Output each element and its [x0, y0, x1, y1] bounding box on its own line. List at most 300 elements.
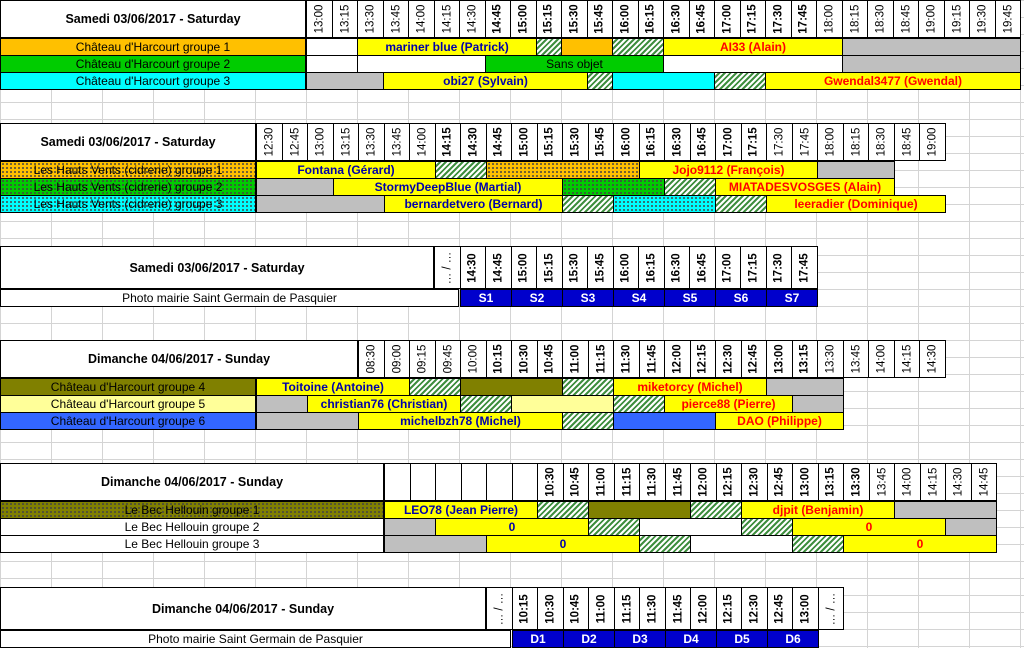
group-label[interactable]: Château d'Harcourt groupe 3	[0, 72, 306, 90]
time-header[interactable]	[614, 587, 640, 630]
group-label[interactable]: Les Hauts Vents (cidrerie) groupe 2	[0, 178, 256, 196]
slot-assignment[interactable]: Sans objet	[485, 55, 664, 73]
time-header[interactable]	[461, 463, 487, 501]
time-label: 16:15	[645, 4, 658, 34]
time-header[interactable]	[512, 463, 538, 501]
time-header[interactable]	[639, 340, 665, 378]
slot[interactable]	[715, 195, 767, 213]
time-header[interactable]	[486, 587, 513, 630]
slot[interactable]	[588, 518, 640, 536]
slot[interactable]	[306, 38, 358, 56]
time-header[interactable]	[792, 123, 818, 161]
slot[interactable]	[536, 38, 562, 56]
time-header[interactable]	[587, 246, 614, 289]
time-header[interactable]	[869, 463, 895, 501]
time-header[interactable]	[842, 0, 868, 38]
time-header[interactable]	[766, 246, 792, 289]
time-header[interactable]	[715, 123, 742, 161]
time-label: 17:30	[773, 252, 786, 283]
slot-assignment[interactable]: D1	[512, 630, 564, 648]
slot-assignment[interactable]: D4	[665, 630, 717, 648]
time-label: 13:00	[799, 467, 812, 497]
slot-assignment[interactable]: Gwendal3477 (Gwendal)	[765, 72, 1021, 90]
time-label: 17:45	[798, 252, 811, 283]
slot-assignment[interactable]: obi27 (Sylvain)	[383, 72, 588, 90]
time-header[interactable]	[945, 463, 972, 501]
time-label: 14:30	[926, 344, 939, 374]
slot-assignment[interactable]: S4	[613, 289, 665, 307]
slot[interactable]	[511, 395, 614, 413]
slot[interactable]	[613, 195, 716, 213]
slot-assignment[interactable]: S2	[511, 289, 563, 307]
slot[interactable]	[792, 535, 844, 553]
time-label: 16:30	[671, 127, 684, 157]
slot-assignment[interactable]: S5	[664, 289, 716, 307]
time-header[interactable]	[333, 123, 359, 161]
slot[interactable]	[460, 378, 563, 396]
time-header[interactable]	[332, 0, 358, 38]
time-label: 14:30	[467, 252, 480, 283]
time-header[interactable]	[792, 587, 819, 630]
time-header[interactable]	[358, 123, 385, 161]
slot[interactable]	[306, 72, 384, 90]
time-label: 13:15	[340, 127, 352, 157]
time-label: 13:30	[824, 344, 837, 374]
time-header[interactable]	[614, 463, 640, 501]
slot[interactable]	[690, 535, 793, 553]
time-header[interactable]	[511, 246, 537, 289]
time-header[interactable]	[843, 463, 870, 501]
time-header[interactable]	[638, 246, 665, 289]
time-label: 08:30	[365, 344, 378, 374]
block-title[interactable]: Samedi 03/06/2017 - Saturday	[0, 123, 256, 161]
block-title[interactable]: Samedi 03/06/2017 - Saturday	[0, 246, 434, 289]
slot[interactable]	[384, 535, 487, 553]
slot-assignment[interactable]: 0	[435, 518, 589, 536]
time-label: 17:00	[722, 127, 735, 157]
time-label: 17:15	[748, 127, 761, 157]
time-header[interactable]	[944, 0, 970, 38]
time-header[interactable]	[894, 123, 920, 161]
time-header[interactable]	[868, 340, 895, 378]
time-header[interactable]	[306, 0, 333, 38]
time-header[interactable]	[613, 340, 640, 378]
slot[interactable]	[460, 395, 512, 413]
time-header[interactable]	[741, 463, 768, 501]
time-label: 19:30	[976, 4, 989, 34]
time-label: 11:30	[646, 594, 659, 623]
time-header[interactable]	[792, 340, 818, 378]
slot-assignment[interactable]: D5	[716, 630, 768, 648]
time-label: 16:30	[671, 252, 684, 283]
slot-assignment[interactable]: miketorcy (Michel)	[613, 378, 767, 396]
time-label: 15:15	[543, 252, 556, 283]
time-header[interactable]	[485, 0, 511, 38]
time-header[interactable]	[384, 463, 411, 501]
time-label: 11:00	[569, 344, 582, 374]
time-header[interactable]	[690, 123, 716, 161]
time-label: 13:15	[799, 344, 812, 374]
slot-assignment[interactable]: 0	[792, 518, 946, 536]
time-label: 11:15	[621, 594, 633, 623]
slot-assignment[interactable]: leeradier (Dominique)	[766, 195, 946, 213]
time-header[interactable]	[563, 587, 589, 630]
slot-assignment[interactable]: 0	[843, 535, 997, 553]
time-header[interactable]	[817, 123, 844, 161]
time-header[interactable]	[766, 340, 793, 378]
slot[interactable]	[612, 72, 715, 90]
time-header[interactable]	[918, 0, 945, 38]
time-header[interactable]	[588, 123, 614, 161]
time-label: 11:45	[672, 594, 684, 623]
time-header[interactable]	[562, 246, 588, 289]
time-label: 09:15	[416, 344, 429, 374]
slot-assignment[interactable]: S7	[766, 289, 818, 307]
time-header[interactable]	[536, 0, 562, 38]
group-label[interactable]: Les Hauts Vents (cidrerie) groupe 1	[0, 161, 256, 179]
time-header[interactable]	[792, 463, 819, 501]
time-header[interactable]	[512, 587, 538, 630]
time-header[interactable]	[741, 340, 767, 378]
time-label: 16:15	[645, 252, 658, 283]
time-header[interactable]	[894, 463, 921, 501]
time-header[interactable]	[358, 340, 385, 378]
time-header[interactable]	[511, 340, 538, 378]
time-header[interactable]	[919, 340, 946, 378]
time-header[interactable]	[690, 340, 716, 378]
slot-assignment[interactable]: pierce88 (Pierre)	[664, 395, 793, 413]
time-label: 13:45	[876, 467, 888, 497]
time-label: 13:30	[364, 4, 377, 34]
time-header[interactable]	[561, 0, 588, 38]
slot[interactable]	[817, 161, 895, 179]
time-header[interactable]	[562, 123, 589, 161]
time-header[interactable]	[816, 0, 843, 38]
time-header[interactable]	[307, 123, 334, 161]
block-title[interactable]: Dimanche 04/06/2017 - Sunday	[0, 340, 358, 378]
time-header[interactable]	[409, 123, 436, 161]
time-header[interactable]	[740, 246, 767, 289]
time-header[interactable]	[843, 123, 869, 161]
slot-assignment[interactable]: djpit (Benjamin)	[741, 501, 895, 519]
time-header[interactable]	[817, 340, 844, 378]
slot[interactable]	[842, 55, 1021, 73]
time-label: 13:00	[773, 344, 786, 374]
time-label: 15:45	[595, 127, 608, 157]
slot[interactable]	[639, 535, 691, 553]
time-header[interactable]	[486, 340, 512, 378]
group-label[interactable]: Château d'Harcourt groupe 2	[0, 55, 306, 73]
time-label: 10:30	[544, 467, 557, 497]
time-header[interactable]	[536, 246, 563, 289]
time-header[interactable]	[893, 0, 919, 38]
time-label: 10:30	[518, 344, 531, 374]
time-header[interactable]	[664, 340, 691, 378]
time-header[interactable]	[510, 0, 537, 38]
time-header[interactable]	[716, 587, 742, 630]
slot[interactable]	[612, 38, 664, 56]
time-header[interactable]	[587, 0, 613, 38]
time-label: 15:00	[518, 252, 531, 283]
block-title[interactable]: Dimanche 04/06/2017 - Sunday	[0, 463, 384, 501]
slot[interactable]	[945, 518, 997, 536]
slot[interactable]	[842, 38, 1021, 56]
time-header[interactable]	[818, 587, 844, 630]
time-label: 10:15	[519, 593, 532, 624]
time-label: 15:15	[544, 127, 557, 157]
time-label: 12:30	[263, 127, 276, 157]
slot-assignment[interactable]: D3	[614, 630, 666, 648]
time-header[interactable]	[919, 123, 946, 161]
time-header[interactable]	[969, 0, 996, 38]
time-label: 17:45	[799, 127, 811, 157]
slot[interactable]	[690, 501, 742, 519]
time-header[interactable]	[357, 0, 384, 38]
time-header[interactable]	[689, 246, 716, 289]
time-header[interactable]	[894, 340, 920, 378]
slot[interactable]	[435, 161, 487, 179]
slot[interactable]	[562, 178, 665, 196]
time-label: 16:15	[646, 127, 659, 157]
slot-assignment[interactable]: 0	[486, 535, 640, 553]
slot[interactable]	[766, 378, 844, 396]
slot[interactable]	[562, 195, 614, 213]
time-header[interactable]	[663, 0, 690, 38]
time-header[interactable]	[664, 123, 691, 161]
time-header[interactable]	[537, 587, 564, 630]
time-header[interactable]	[638, 0, 664, 38]
time-header[interactable]	[971, 463, 997, 501]
group-label[interactable]: Château d'Harcourt groupe 5	[0, 395, 256, 413]
time-header[interactable]	[767, 587, 793, 630]
slot-assignment[interactable]: Fontana (Gérard)	[256, 161, 436, 179]
time-header[interactable]	[563, 463, 589, 501]
time-label: 12:15	[723, 467, 736, 497]
group-label[interactable]: Photo mairie Saint Germain de Pasquier	[0, 630, 511, 648]
time-label: 09:00	[391, 344, 403, 374]
slot[interactable]	[561, 38, 613, 56]
time-header[interactable]	[383, 0, 409, 38]
time-header[interactable]	[282, 123, 308, 161]
time-header[interactable]	[435, 463, 462, 501]
slot-assignment[interactable]: S6	[715, 289, 767, 307]
time-header[interactable]	[434, 0, 460, 38]
slot[interactable]	[714, 72, 766, 90]
time-header[interactable]	[460, 340, 487, 378]
time-label: 15:30	[569, 127, 582, 157]
time-header[interactable]	[537, 340, 563, 378]
time-header[interactable]	[867, 0, 894, 38]
slot-assignment[interactable]: DAO (Philippe)	[715, 412, 844, 430]
slot[interactable]	[306, 55, 358, 73]
block-title[interactable]: Dimanche 04/06/2017 - Sunday	[0, 587, 486, 630]
time-label: 14:00	[901, 467, 914, 497]
slot[interactable]	[741, 518, 793, 536]
slot-assignment[interactable]: christian76 (Christian)	[307, 395, 461, 413]
time-header[interactable]	[639, 123, 665, 161]
time-header[interactable]	[639, 463, 666, 501]
slot[interactable]	[587, 72, 613, 90]
time-label: 14:30	[952, 467, 965, 497]
time-label: 11:30	[646, 467, 659, 497]
time-header[interactable]	[511, 123, 538, 161]
time-header[interactable]	[715, 246, 741, 289]
time-header[interactable]	[486, 123, 512, 161]
group-label[interactable]: Le Bec Hellouin groupe 3	[0, 535, 384, 553]
group-label[interactable]: Photo mairie Saint Germain de Pasquier	[0, 289, 459, 307]
time-header[interactable]	[537, 123, 563, 161]
slot-assignment[interactable]: Jojo9112 (François)	[639, 161, 818, 179]
time-header[interactable]	[664, 246, 690, 289]
time-header[interactable]	[741, 123, 767, 161]
slot-assignment[interactable]: S3	[562, 289, 614, 307]
time-header[interactable]	[459, 0, 486, 38]
time-label: 13:30	[365, 127, 378, 157]
time-label: 15:00	[517, 4, 530, 34]
block-title[interactable]: Samedi 03/06/2017 - Saturday	[0, 0, 306, 38]
slot[interactable]	[384, 518, 436, 536]
slot-assignment[interactable]: D6	[767, 630, 819, 648]
slot[interactable]	[588, 501, 691, 519]
slot-assignment[interactable]: S1	[460, 289, 512, 307]
slot-assignment[interactable]: StormyDeepBlue (Martial)	[333, 178, 563, 196]
group-label[interactable]: Le Bec Hellouin groupe 2	[0, 518, 384, 536]
group-label[interactable]: Château d'Harcourt groupe 4	[0, 378, 256, 396]
time-header[interactable]	[714, 0, 741, 38]
time-header[interactable]	[715, 340, 742, 378]
slot-assignment[interactable]: michelbzh78 (Michel)	[358, 412, 563, 430]
group-label[interactable]: Les Hauts Vents (cidrerie) groupe 3	[0, 195, 256, 213]
time-label: 10:45	[544, 344, 557, 374]
time-label: 17:00	[721, 4, 734, 34]
time-header[interactable]	[588, 340, 614, 378]
time-label: 18:30	[875, 127, 888, 157]
time-label: 12:45	[774, 467, 787, 497]
time-label: 13:00	[313, 4, 326, 34]
time-header[interactable]	[256, 123, 283, 161]
time-label: 12:00	[697, 467, 710, 497]
time-label: 15:30	[568, 4, 581, 34]
time-header[interactable]	[435, 123, 461, 161]
slot[interactable]	[894, 501, 997, 519]
time-header[interactable]	[460, 246, 486, 289]
time-header[interactable]	[434, 246, 461, 289]
time-header[interactable]	[665, 587, 691, 630]
time-label: 15:45	[594, 4, 607, 34]
slot-assignment[interactable]: D2	[563, 630, 615, 648]
time-header[interactable]	[740, 0, 766, 38]
slot[interactable]	[562, 412, 614, 430]
time-label: 11:45	[672, 467, 684, 497]
slot[interactable]	[562, 378, 614, 396]
time-header[interactable]	[716, 463, 742, 501]
slot-assignment[interactable]: AI33 (Alain)	[663, 38, 843, 56]
slot-assignment[interactable]: Toitoine (Antoine)	[256, 378, 410, 396]
time-header[interactable]	[791, 0, 817, 38]
time-label: 12:45	[748, 344, 761, 374]
time-header[interactable]	[689, 0, 715, 38]
time-label: 19:45	[1002, 4, 1014, 34]
time-header[interactable]	[690, 587, 717, 630]
time-header[interactable]	[562, 340, 589, 378]
group-label[interactable]: Château d'Harcourt groupe 1	[0, 38, 306, 56]
slot[interactable]	[663, 55, 843, 73]
time-header[interactable]	[435, 340, 461, 378]
time-label: 10:45	[570, 467, 583, 497]
time-header[interactable]	[460, 123, 487, 161]
group-label[interactable]: Le Bec Hellouin groupe 1	[0, 501, 384, 519]
time-label: 10:00	[467, 344, 480, 374]
time-header[interactable]	[995, 0, 1021, 38]
slot[interactable]	[664, 178, 716, 196]
time-label: 15:15	[543, 4, 556, 34]
time-label: 13:00	[799, 593, 812, 624]
time-header[interactable]	[868, 123, 895, 161]
slot[interactable]	[792, 395, 844, 413]
time-header[interactable]	[791, 246, 818, 289]
slot[interactable]	[639, 518, 742, 536]
time-header[interactable]	[767, 463, 793, 501]
time-header[interactable]	[690, 463, 717, 501]
time-header[interactable]	[741, 587, 768, 630]
time-header[interactable]	[588, 463, 615, 501]
time-header[interactable]	[612, 0, 639, 38]
slot[interactable]	[537, 501, 589, 519]
slot[interactable]	[486, 161, 640, 179]
time-header[interactable]	[843, 340, 869, 378]
slot-assignment[interactable]: MIATADESVOSGES (Alain)	[715, 178, 895, 196]
time-label: 15:45	[594, 252, 607, 283]
time-header[interactable]	[485, 246, 512, 289]
time-label: 12:45	[774, 593, 787, 624]
slot[interactable]	[613, 412, 716, 430]
slot[interactable]	[256, 178, 334, 196]
time-header[interactable]	[766, 123, 793, 161]
time-label: 15:00	[518, 127, 531, 157]
time-header[interactable]	[409, 340, 436, 378]
slot-assignment[interactable]: LEO78 (Jean Pierre)	[384, 501, 538, 519]
time-header[interactable]	[588, 587, 615, 630]
time-label: 14:45	[978, 467, 990, 497]
time-label: 12:30	[748, 467, 761, 497]
time-label: 18:15	[850, 127, 862, 157]
slot[interactable]	[256, 412, 359, 430]
time-header[interactable]	[665, 463, 691, 501]
time-header[interactable]	[384, 123, 410, 161]
time-header[interactable]	[408, 0, 435, 38]
time-header[interactable]	[920, 463, 946, 501]
slot[interactable]	[357, 55, 486, 73]
slot[interactable]	[409, 378, 461, 396]
time-label: 12:45	[289, 127, 301, 157]
time-label: 19:00	[926, 127, 939, 157]
time-header[interactable]	[818, 463, 844, 501]
slot-assignment[interactable]: mariner blue (Patrick)	[357, 38, 537, 56]
group-label[interactable]: Château d'Harcourt groupe 6	[0, 412, 256, 430]
slot[interactable]	[613, 395, 665, 413]
slot[interactable]	[256, 195, 385, 213]
time-header[interactable]	[765, 0, 792, 38]
slot[interactable]	[256, 395, 308, 413]
time-header[interactable]	[613, 246, 639, 289]
time-header[interactable]	[537, 463, 564, 501]
slot-assignment[interactable]: bernardetvero (Bernard)	[384, 195, 563, 213]
time-header[interactable]	[410, 463, 436, 501]
time-header[interactable]	[639, 587, 666, 630]
time-header[interactable]	[384, 340, 410, 378]
time-header[interactable]	[613, 123, 640, 161]
time-header[interactable]	[486, 463, 513, 501]
